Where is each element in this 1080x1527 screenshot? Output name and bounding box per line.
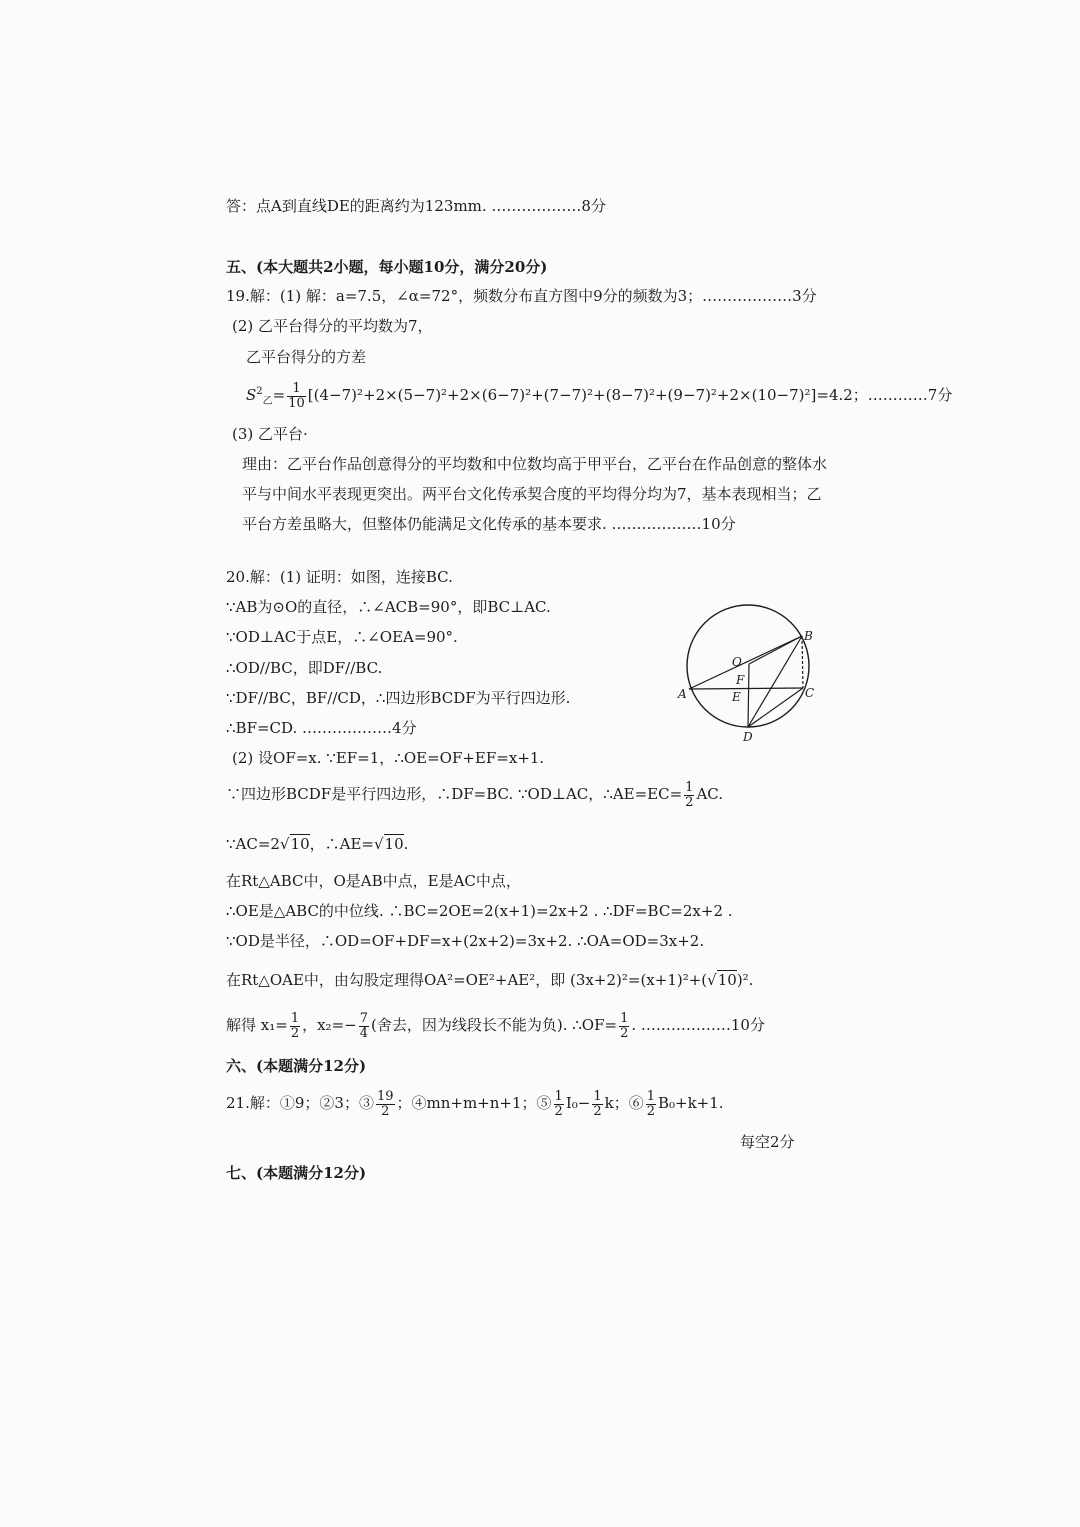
- q20-line-9: ∵AC=2√10，∴AE=√10.: [226, 835, 409, 853]
- label-a: A: [678, 687, 687, 701]
- section-7-title: 七、(本题满分12分): [226, 1164, 367, 1182]
- circle-geometry-figure: [672, 600, 832, 750]
- fraction-half: $\frac{1}{2}$: [685, 779, 694, 810]
- fraction-19-2: $\frac{19}{2}$: [376, 1088, 394, 1119]
- fraction-half: $\frac{1}{2}$: [554, 1088, 563, 1119]
- q19-line-8: 平台方差虽略大，但整体仍能满足文化传承的基本要求. ………………10分: [242, 515, 736, 533]
- segment-bc-dashed: [802, 636, 803, 688]
- label-b: B: [804, 629, 813, 643]
- radicand: 10: [717, 971, 737, 989]
- q19-line-7: 平与中间水平表现更突出。两平台文化传承契合度的平均得分均为7，基本表现相当；乙: [242, 485, 822, 503]
- variance-sup: 2: [256, 386, 263, 397]
- q19-line-3: 乙平台得分的方差: [246, 348, 367, 366]
- q21-answers: [226, 1088, 724, 1119]
- text-segment: ∵四边形BCDF是平行四边形，∴DF=BC. ∵OD⊥AC，∴AE=EC=: [226, 785, 683, 803]
- q19-line-5: (3) 乙平台·: [232, 425, 308, 443]
- segment-od: [748, 664, 749, 727]
- q20-line-14: [226, 1010, 765, 1041]
- label-f: F: [736, 673, 745, 687]
- fraction-x1: $\frac{1}{2}$: [290, 1010, 300, 1041]
- fraction-half: $\frac{1}{2}$: [593, 1088, 602, 1119]
- fraction-of: $\frac{1}{2}$: [620, 1010, 629, 1041]
- variance-symbol: S: [246, 386, 257, 404]
- text-segment: ；④mn+m+n+1；⑤: [396, 1094, 552, 1112]
- q19-line-2: (2) 乙平台得分的平均数为7，: [232, 317, 433, 335]
- label-d: D: [743, 730, 753, 744]
- text-segment: B₀+k+1.: [657, 1094, 724, 1112]
- label-e: E: [732, 690, 741, 704]
- segment-ac: [689, 688, 803, 689]
- fraction-x2: $\frac{7}{4}$: [359, 1010, 368, 1041]
- text-segment: 在Rt△OAE中，由勾股定理得OA²=OE²+AE²，即 (3x+2)²=(x+1)²+(: [226, 971, 708, 989]
- text-segment: )².: [736, 971, 754, 989]
- q19-line-1: 19.解：(1) 解：a=7.5，∠α=72°，频数分布直方图中9分的频数为3；………………3分: [226, 287, 817, 305]
- q21-scoring-note: 每空2分: [740, 1133, 795, 1151]
- text-segment: AC.: [696, 785, 723, 803]
- text-segment: ∵AC=2: [226, 835, 280, 853]
- q20-line-4: ∴OD//BC，即DF//BC.: [226, 659, 383, 677]
- q20-line-13: 在Rt△OAE中，由勾股定理得OA²=OE²+AE²，即 (3x+2)²=(x+1)²+(√10)².: [226, 971, 754, 989]
- q20-line-2: ∵AB为⊙O的直径，∴∠ACB=90°，即BC⊥AC.: [226, 598, 551, 616]
- variance-sub: 乙: [262, 396, 273, 407]
- q20-line-6: ∴BF=CD. ………………4分: [226, 719, 417, 737]
- q20-line-8: [226, 780, 723, 810]
- text-segment: ，x₂=−: [302, 1016, 357, 1034]
- label-o: O: [732, 655, 742, 669]
- q19-line-6: 理由：乙平台作品创意得分的平均数和中位数均高于甲平台，乙平台在作品创意的整体水: [242, 455, 828, 473]
- label-c: C: [805, 686, 815, 700]
- q20-line-10: 在Rt△ABC中，O是AB中点，E是AC中点，: [226, 872, 521, 890]
- section-6-title: 六、(本题满分12分): [226, 1057, 367, 1075]
- text-segment: (舍去，因为线段长不能为负). ∴OF=: [371, 1016, 618, 1034]
- variance-expression: [(4−7)²+2×(5−7)²+2×(6−7)²+(7−7)²+(8−7)²+(9−7)²+2×(10−7)²]=4.2；…………7分: [307, 386, 953, 404]
- q20-line-5: ∵DF//BC，BF//CD，∴四边形BCDF为平行四边形.: [226, 689, 571, 707]
- text-segment: I₀−: [565, 1094, 591, 1112]
- text-segment: 解得 x₁=: [226, 1016, 288, 1034]
- q20-line-7: (2) 设OF=x. ∵EF=1，∴OE=OF+EF=x+1.: [232, 749, 545, 767]
- q20-line-1: 20.解：(1) 证明：如图，连接BC.: [226, 568, 453, 586]
- text-segment: .: [403, 835, 409, 853]
- section-5-title: 五、(本大题共2小题，每小题10分，满分20分): [226, 258, 548, 276]
- radicand: 10: [384, 835, 404, 853]
- q20-line-12: ∵OD是半径，∴OD=OF+DF=x+(2x+2)=3x+2. ∴OA=OD=3x+2.: [226, 932, 705, 950]
- fraction-one-tenth: $\frac{1}{10}$: [288, 380, 305, 411]
- text-segment: . ………………10分: [631, 1016, 765, 1034]
- q19-variance-formula: [246, 381, 952, 411]
- equals-sign: =: [272, 386, 286, 404]
- text-segment: ，∴AE=: [309, 835, 374, 853]
- radicand: 10: [290, 835, 310, 853]
- fraction-half: $\frac{1}{2}$: [646, 1088, 655, 1119]
- q20-line-11: ∴OE是△ABC的中位线. ∴BC=2OE=2(x+1)=2x+2 . ∴DF=BC=2x+2 .: [226, 902, 733, 920]
- text-segment: 21.解：①9；②3；③: [226, 1094, 374, 1112]
- q20-line-3: ∵OD⊥AC于点E，∴∠OEA=90°.: [226, 628, 458, 646]
- text-segment: k；⑥: [604, 1094, 644, 1112]
- segment-ab: [689, 636, 802, 689]
- answer-18-conclusion: 答：点A到直线DE的距离约为123mm. ………………8分: [226, 197, 606, 215]
